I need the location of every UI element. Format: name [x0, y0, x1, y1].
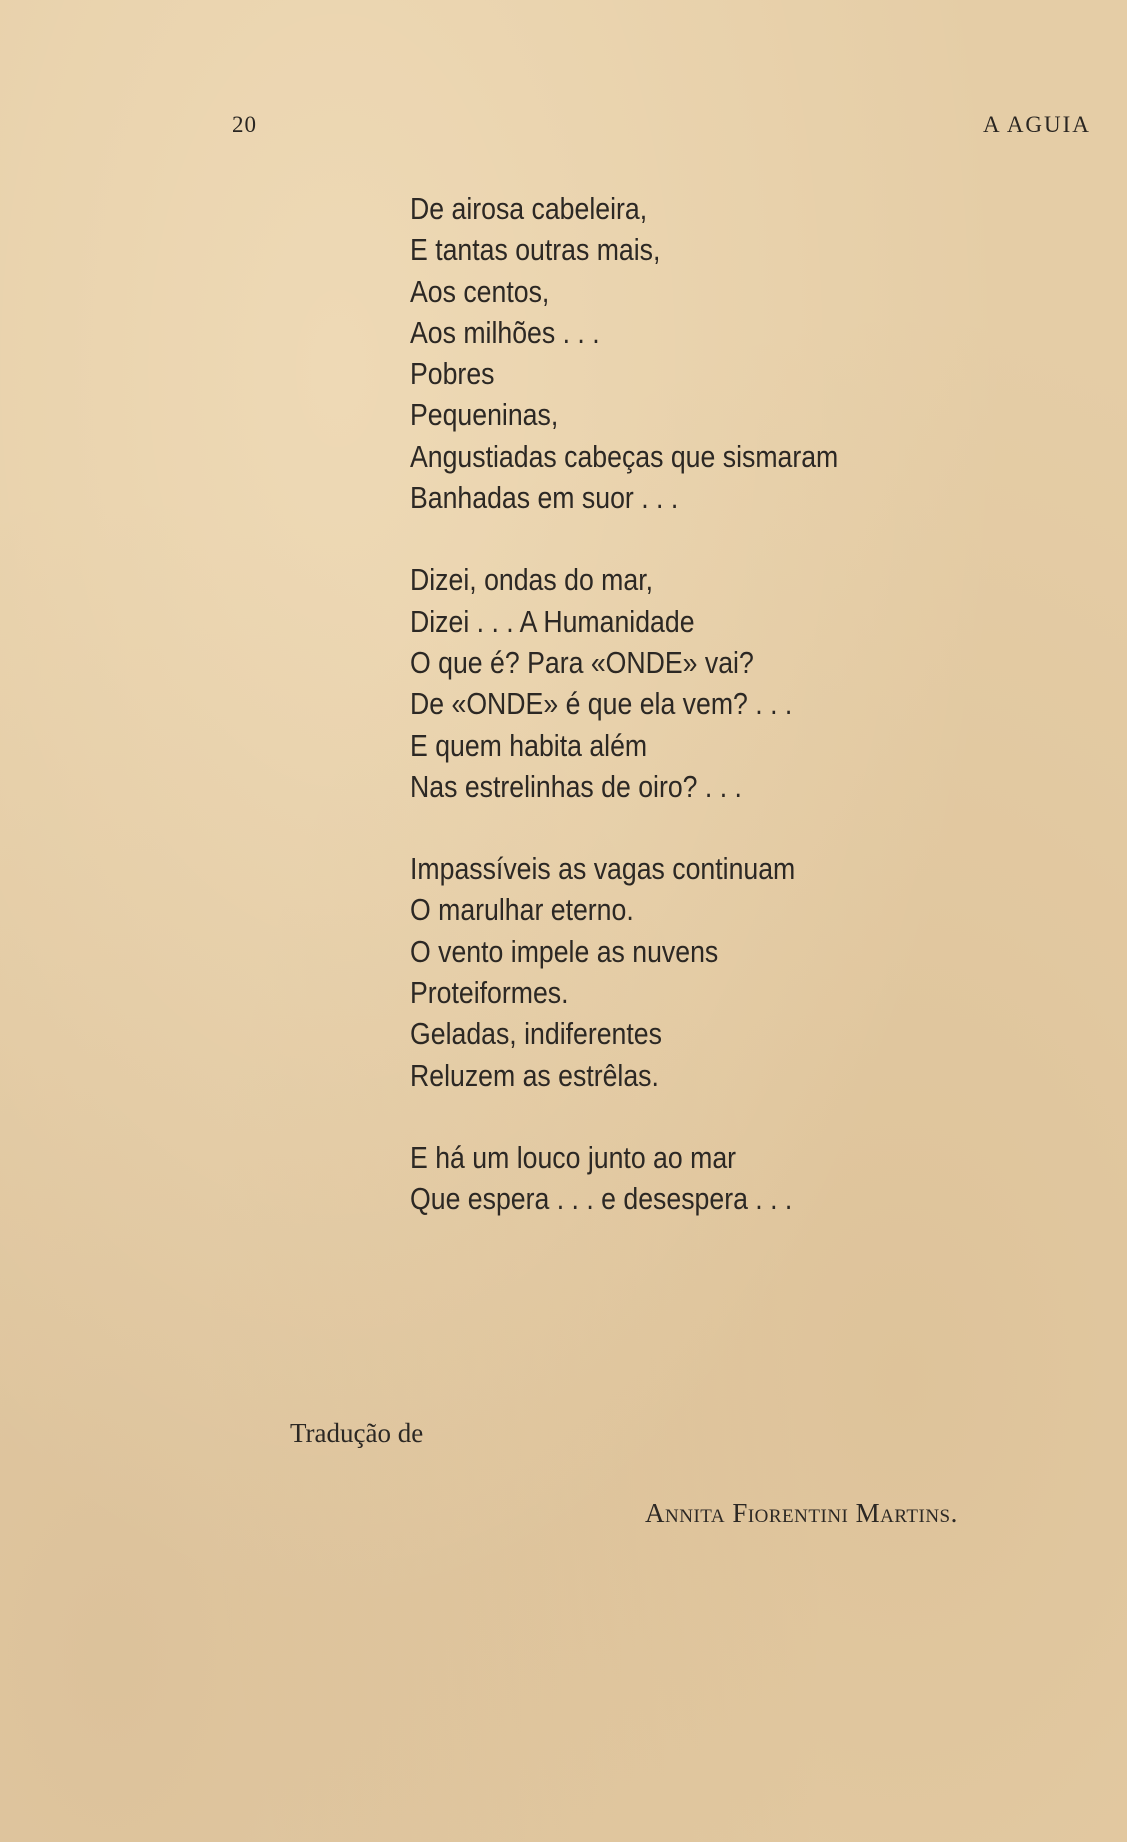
poem-line: Geladas, indiferentes: [410, 1016, 662, 1052]
poem-line: Aos milhões . . .: [410, 314, 600, 350]
poem-line: E tantas outras mais,: [410, 232, 661, 268]
poem-body: [410, 188, 908, 1220]
journal-title: A AGUIA: [983, 112, 1091, 137]
poem-line: De airosa cabeleira,: [410, 191, 648, 226]
poem-line: O marulhar eterno.: [410, 892, 634, 928]
poem-line: Angustiadas cabeças que sismaram: [410, 438, 839, 474]
poem-line: O que é? Para «ONDE» vai?: [410, 644, 754, 680]
poem-line: Nas estrelinhas de oiro? . . .: [410, 768, 742, 804]
poem-line: Dizei, ondas do mar,: [410, 562, 654, 598]
poem-line: Proteiformes.: [410, 975, 569, 1011]
poem-line: Impassíveis as vagas continuam: [410, 851, 796, 887]
poem-line: Reluzem as estrêlas.: [410, 1057, 659, 1093]
poem-line: Pobres: [410, 356, 495, 392]
stanza-2: [410, 559, 908, 807]
poem-line: Banhadas em suor . . .: [410, 480, 679, 516]
poem-line: E quem habita além: [410, 727, 648, 763]
poem-line: E há um louco junto ao mar: [410, 1139, 737, 1175]
poem-line: Aos centos,: [410, 273, 550, 309]
stanza-4: [410, 1137, 908, 1220]
poem-line: Dizei . . . A Humanidade: [410, 603, 695, 639]
poem-line: De «ONDE» é que ela vem? . . .: [410, 686, 793, 722]
poem-line: Que espera . . . e desespera . . .: [410, 1181, 793, 1217]
poem-line: O vento impele as nuvens: [410, 933, 719, 969]
translation-credit-label: Tradução de: [290, 1418, 424, 1448]
poem-line: Pequeninas,: [410, 397, 559, 433]
stanza-3: [410, 848, 908, 1096]
stanza-1: [410, 188, 908, 518]
translator-name: Annita Fiorentini Martins.: [645, 1498, 958, 1528]
page-number: 20: [232, 112, 257, 137]
